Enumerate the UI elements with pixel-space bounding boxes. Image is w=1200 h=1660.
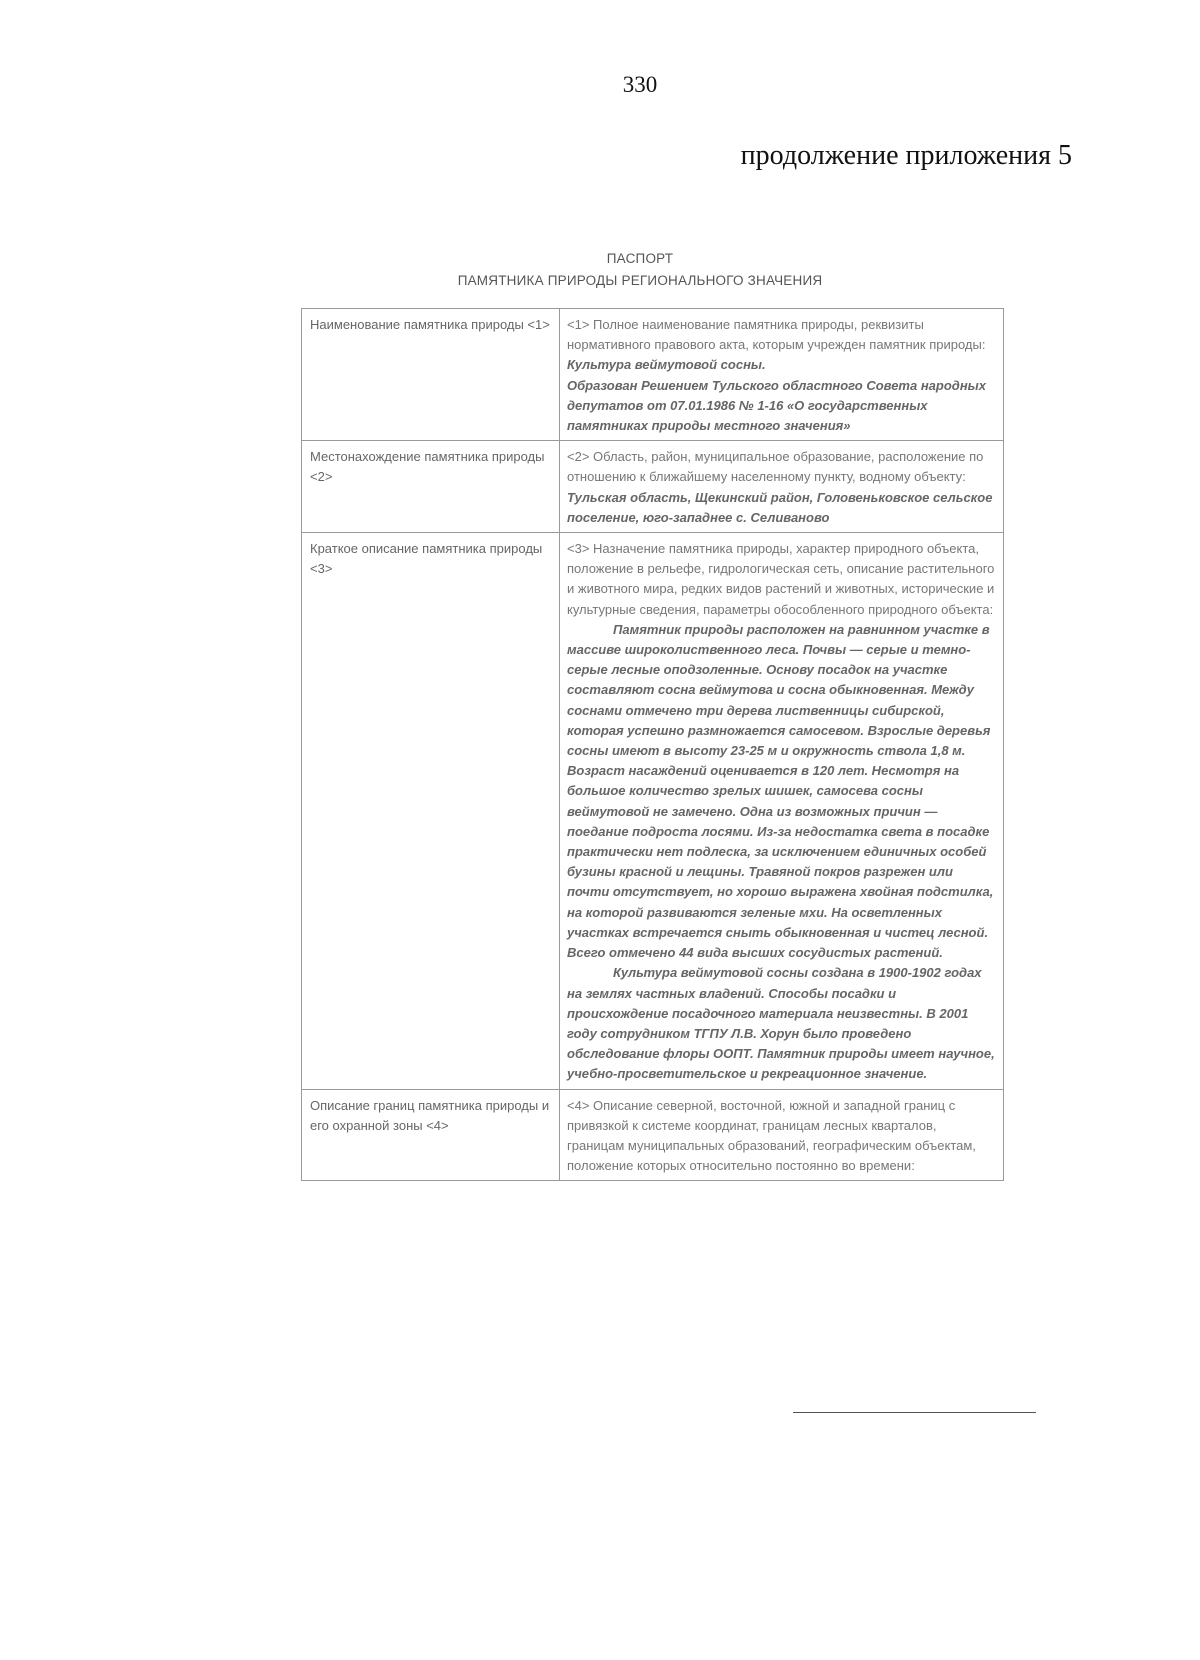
page-number: 330 (622, 72, 658, 97)
table-row-boundaries (302, 1089, 1004, 1181)
description-paragraph-1: Памятник природы расположен на равнинном участке в массиве широколиственного леса. Почвы — серые и темно-серые лесные оподзоленные. Основу посадок на участке составляют сосна веймутова и сосна обыкновенная. Между соснами отмечено три дерева лиственницы сибирской, которая успешно размножается самосевом. Взрослые деревья сосны имеют в высоту 23-25 м и окружность ствола 1,8 м. Возраст насаждений оценивается в 120 лет. Несмотря на большое количество зрелых шишек, самосева сосны веймутовой не замечено. Одна из возможных причин — поедание подроста лосями. Из-за недостатка света в посадке практически нет подлеска, за исключением единичных особей бузины красной и лещины. Травяной покров разрежен или почти отсутствует, но хорошо выражена хвойная подстилка, на которой развиваются зеленые мхи. На осветленных участках встречается сныть обыкновенная и чистец лесной. Всего отмечено 44 вида высших сосудистых растений. (567, 621, 994, 961)
row-value-description (560, 533, 1004, 1089)
passport-table (301, 308, 1004, 1181)
appendix-continuation-note: продолжение приложения 5 (740, 140, 1072, 171)
content-legal-act: Образован Решением Тульского областного Совета народных депутатов от 07.01.1986 № 1-16 «О государственных памятниках природы местного значения» (567, 377, 987, 434)
row-label-description: Краткое описание памятника природы <3> (302, 533, 560, 1089)
row-label-boundaries: Описание границ памятника природы и его охранной зоны <4> (302, 1089, 560, 1181)
row-value-location (560, 441, 1004, 533)
content-monument-name: Культура веймутовой сосны. (567, 357, 766, 373)
table-row-location (302, 441, 1004, 533)
title-line-subtitle: ПАМЯТНИКА ПРИРОДЫ РЕГИОНАЛЬНОГО ЗНАЧЕНИЯ (457, 273, 823, 288)
row-label-location: Местонахождение памятника природы <2> (302, 441, 560, 533)
title-line-passport: ПАСПОРТ (606, 251, 674, 266)
hint-location: <2> Область, район, муниципальное образование, расположение по отношению к ближайшему населенному пункту, водному объекту: (567, 449, 984, 485)
table-row-description (302, 533, 1004, 1089)
row-value-name (560, 309, 1004, 441)
hint-description: <3> Назначение памятника природы, характер природного объекта, положение в рельефе, гидрологическая сеть, описание растительного и животного мира, редких видов растений и животных, исторические и культурные сведения, параметры обособленного природного объекта: (567, 541, 995, 617)
hint-boundaries: <4> Описание северной, восточной, южной и западной границ с привязкой к системе координат, границам лесных кварталов, границам муниципальных образований, географическим объектам, положение которых относительно постоянно во времени: (567, 1097, 976, 1174)
content-location: Тульская область, Щекинский район, Головеньковское сельское поселение, юго-западнее с. Селиваново (567, 489, 993, 525)
row-label-name: Наименование памятника природы <1> (302, 309, 560, 441)
hint-name: <1> Полное наименование памятника природы, реквизиты нормативного правового акта, которым учрежден памятник природы: (567, 317, 986, 353)
document-title (0, 248, 1200, 292)
row-value-boundaries (560, 1089, 1004, 1181)
footer-separator-line (793, 1412, 1036, 1413)
description-paragraph-2: Культура веймутовой сосны создана в 1900-1902 годах на землях частных владений. Способы посадки и происхождение посадочного материала неизвестны. В 2001 году сотрудником ТГПУ Л.В. Хорун было проведено обследование флоры ООПТ. Памятник природы имеет научное, учебно-просветительское и рекреационное значение. (567, 965, 995, 1082)
table-row-name (302, 309, 1004, 441)
